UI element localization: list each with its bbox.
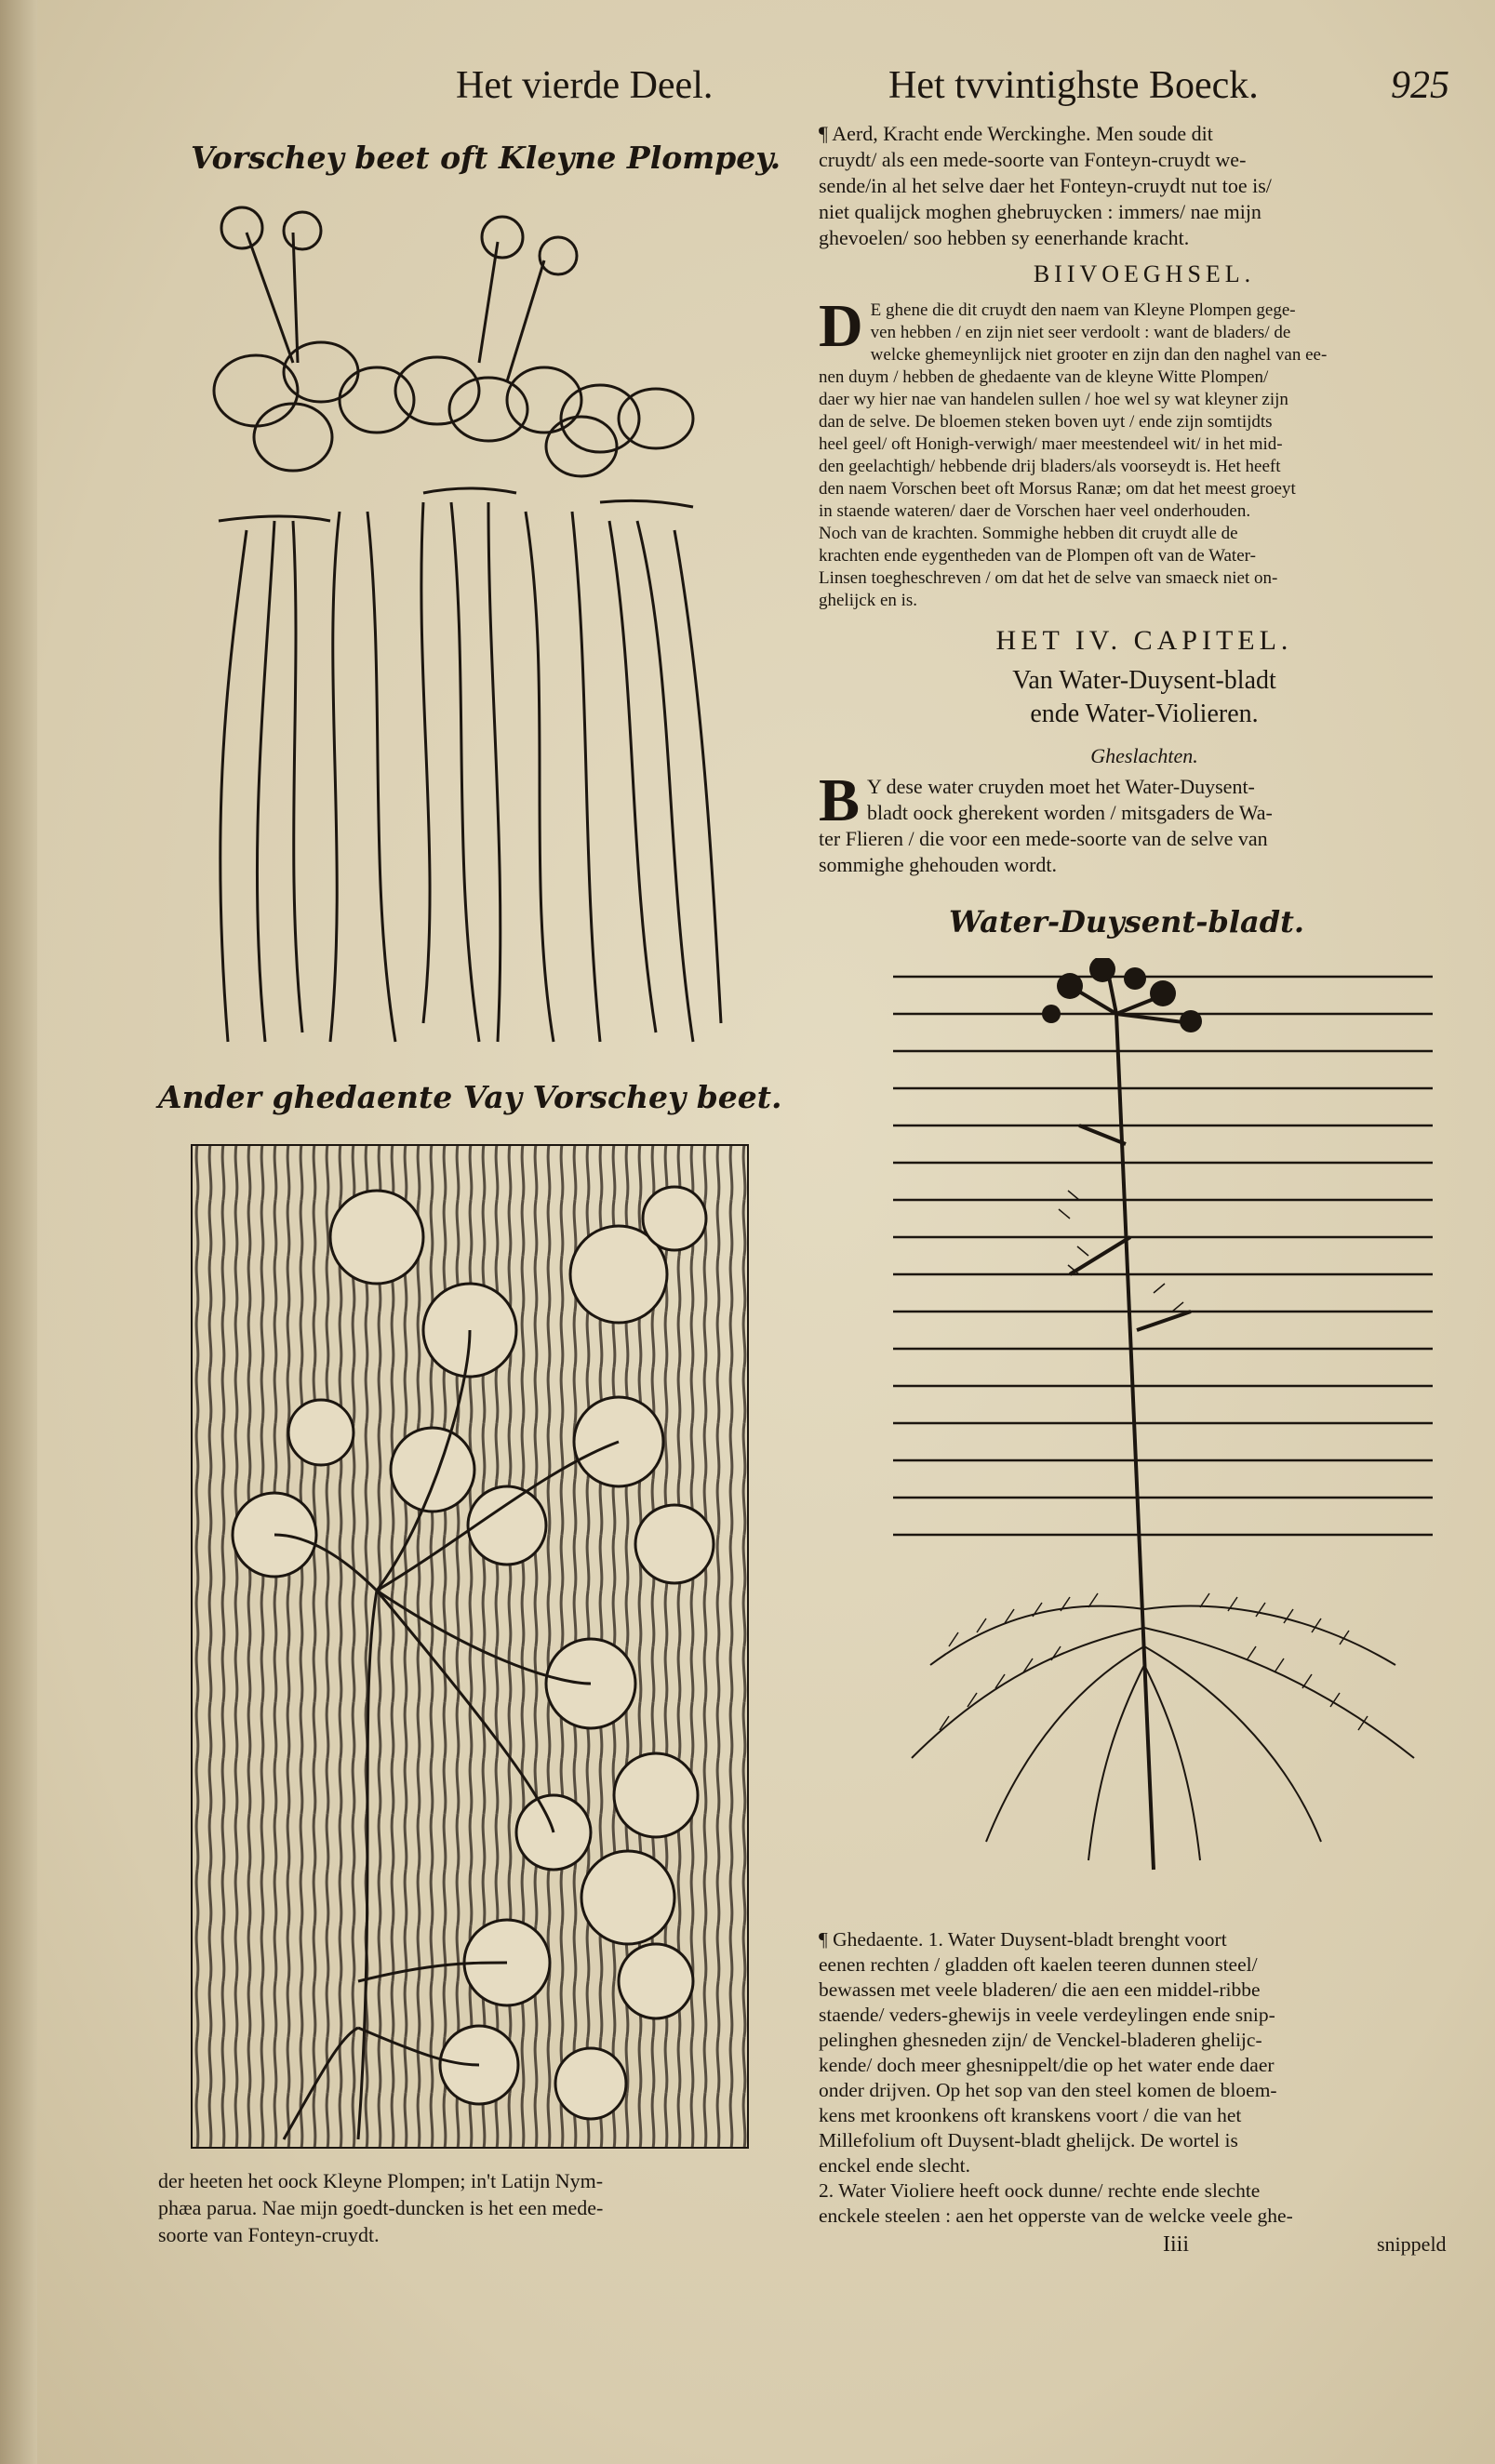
text-line: ven hebben / en zijn niet seer verdoolt : want de bladers/ de bbox=[870, 323, 1291, 342]
woodcut-frogbit-variant bbox=[191, 1144, 749, 2149]
text-line: Y dese water cruyden moet het Water-Duysent- bbox=[867, 775, 1255, 798]
signature-mark: Iiii bbox=[1163, 2232, 1189, 2257]
text-line: sommighe ghehouden wordt. bbox=[819, 853, 1058, 876]
running-head-part: Het vierde Deel. bbox=[456, 64, 714, 107]
text-line: heel geel/ oft Honigh-verwigh/ maer meestendeel wit/ in het mid- bbox=[819, 434, 1283, 454]
text-line: ghelijck en is. bbox=[819, 591, 918, 610]
text-line: kens met kroonkens oft kranskens voort / die van het bbox=[819, 2104, 1242, 2126]
text-line: staende/ veders-ghewijs in veele verdeylingen ende snip- bbox=[819, 2004, 1275, 2026]
text-line: onder drijven. Op het sop van den steel komen de bloem- bbox=[819, 2079, 1277, 2101]
text-line: den geelachtigh/ hebbende drij bladers/als voorseydt is. Het heeft bbox=[819, 457, 1281, 476]
text-line: den naem Vorschen beet oft Morsus Ranæ; om dat het meest groeyt bbox=[819, 479, 1296, 499]
geslachten-paragraph bbox=[819, 766, 1470, 878]
text-line: enckele steelen : aen het opperste van de welcke veele ghe- bbox=[819, 2204, 1293, 2227]
text-line: 2. Water Violiere heeft oock dunne/ rechte ende slechte bbox=[819, 2179, 1261, 2202]
text-line: bladt oock gherekent worden / mitsgaders de Wa- bbox=[867, 801, 1273, 824]
text-line: E ghene die dit cruydt den naem van Kleyne Plompen gege- bbox=[870, 300, 1296, 320]
text-line: sende/in al het selve daer het Fonteyn-cruydt nut toe is/ bbox=[819, 174, 1272, 197]
text-line: pelinghen ghesneden zijn/ de Venckel-bladeren ghelijc- bbox=[819, 2029, 1262, 2051]
chapter-heading: HET IV. CAPITEL. bbox=[995, 625, 1293, 656]
text-line: nen duym / hebben de ghedaente van de kleyne Witte Plompen/ bbox=[819, 367, 1269, 387]
bivoeghsel-title: BIIVOEGHSEL. bbox=[1033, 260, 1256, 287]
chapter-subtitle-2: ende Water-Violieren. bbox=[1030, 699, 1259, 728]
text-line: krachten ende eygentheden van de Plompen oft van de Water- bbox=[819, 546, 1256, 566]
text-line: bewassen met veele bladeren/ die aen een middel-ribbe bbox=[819, 1978, 1261, 2001]
caption-frogbit: Vorschey beet oft Kleyne Plompey. bbox=[191, 140, 781, 176]
text-line: Linsen toegheschreven / om dat het de selve van smaeck niet on- bbox=[819, 568, 1278, 588]
text-line: in staende wateren/ daer de Vorschen haer veel onderhouden. bbox=[819, 501, 1251, 521]
chapter-subtitle-1: Van Water-Duysent-bladt bbox=[1012, 666, 1276, 695]
text-line: cruydt/ als een mede-soorte van Fonteyn-cruydt we- bbox=[819, 148, 1247, 171]
text-line: kende/ doch meer ghesnippelt/die op het water ende daer bbox=[819, 2054, 1275, 2076]
text-line: ¶ Ghedaente. 1. Water Duysent-bladt brenght voort bbox=[819, 1928, 1227, 1951]
dropcap-d: D bbox=[819, 292, 863, 360]
caption-water-milfoil: Water-Duysent-bladt. bbox=[949, 904, 1305, 939]
intro-paragraph bbox=[819, 121, 1470, 251]
text-line: daer wy hier nae van handelen sullen / hoe wel sy wat kleyner zijn bbox=[819, 390, 1288, 409]
text-line: dan de selve. De bloemen steken boven uyt / ende zijn somtijdts bbox=[819, 412, 1273, 432]
text-line: der heeten het oock Kleyne Plompen; in't Latijn Nym- bbox=[158, 2169, 604, 2192]
dropcap-b: B bbox=[819, 766, 861, 834]
text-line: niet qualijck moghen ghebruycken : immers/ nae mijn bbox=[819, 200, 1261, 223]
text-line: phæa parua. Nae mijn goedt-duncken is het een mede- bbox=[158, 2196, 604, 2219]
text-line: Noch van de krachten. Sommighe hebben dit cruydt alle de bbox=[819, 524, 1238, 543]
text-line: Millefolium oft Duysent-bladt ghelijck. De wortel is bbox=[819, 2129, 1238, 2151]
woodcut-frogbit bbox=[191, 205, 740, 1060]
text-line: ghevoelen/ soo hebben sy eenerhande kracht. bbox=[819, 226, 1190, 249]
catchword: snippeld bbox=[1377, 2232, 1447, 2256]
text-line: eenen rechten / gladden oft kaelen teeren dunnen steel/ bbox=[819, 1953, 1258, 1976]
text-line: ¶ Aerd, Kracht ende Werckinghe. Men soude dit bbox=[819, 122, 1213, 145]
geslachten-label: Gheslachten. bbox=[1090, 744, 1198, 767]
text-line: enckel ende slecht. bbox=[819, 2154, 970, 2177]
text-line: welcke ghemeynlijck niet grooter en zijn dan den naghel van ee- bbox=[870, 345, 1328, 365]
left-bottom-text bbox=[158, 2167, 809, 2248]
woodcut-water-milfoil bbox=[893, 958, 1433, 1879]
ghedaente-paragraph bbox=[819, 1927, 1470, 2229]
text-line: ter Flieren / die voor een mede-soorte van de selve van bbox=[819, 827, 1268, 850]
caption-frogbit-variant: Ander ghedaente Vay Vorschey beet. bbox=[158, 1079, 782, 1115]
text-line: soorte van Fonteyn-cruydt. bbox=[158, 2223, 380, 2246]
page-gutter-shadow bbox=[0, 0, 37, 2464]
running-head-book: Het tvvintighste Boeck. bbox=[888, 64, 1259, 107]
bivoeghsel-paragraph bbox=[819, 292, 1470, 612]
page-number: 925 bbox=[1391, 64, 1449, 107]
